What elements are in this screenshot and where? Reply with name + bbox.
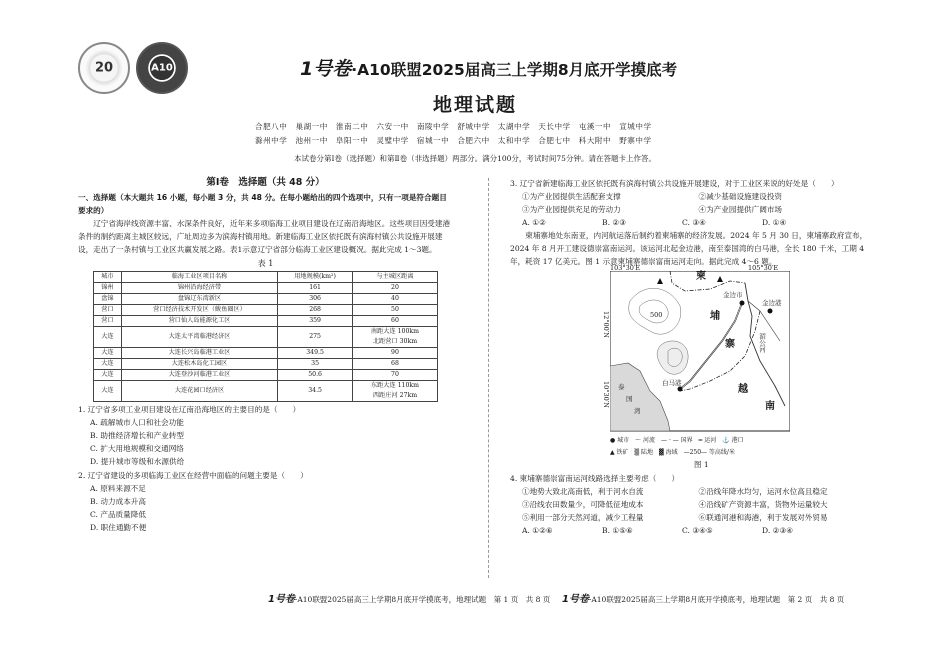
gulf-label-3: 湾 (634, 407, 641, 415)
table-cell: 359 (278, 316, 353, 327)
section-title: 第Ⅰ卷 选择题（共 48 分） (206, 177, 325, 188)
table-cell: 营口经济技术开发区（鲅鱼圈区） (121, 305, 277, 316)
question-3-choices (510, 216, 875, 229)
footer-left (268, 590, 550, 605)
question-3 (510, 177, 875, 229)
table-cell: 盘锦辽东湾新区 (121, 294, 277, 305)
table-cell: 大连 (94, 370, 122, 381)
footer-brand: 1号卷 (268, 594, 295, 605)
table-cell: 东距大连 110km 西距庄河 27km (352, 381, 437, 402)
table-cell: 35 (278, 359, 353, 370)
option-d[interactable]: D. ②③④ (762, 526, 794, 535)
table-header-cell: 临海工业区项目名称 (121, 272, 277, 283)
question-4 (510, 472, 875, 537)
table-cell: 营口仙人岛能源化工区 (121, 316, 277, 327)
exam-note: 本试卷分第Ⅰ卷（选择题）和第Ⅱ卷（非选择题）两部分。满分100分，考试时间75分钟。请在答题卡上作答。 (294, 154, 656, 163)
table-cell: 大连 (94, 359, 122, 370)
table-cell: 275 (278, 327, 353, 348)
option-c[interactable]: C. 扩大用地规模和交通网络 (90, 444, 184, 453)
gulf-label-1: 泰 (618, 383, 625, 391)
statement-item: ①为产业园提供生活配套支撑 (522, 192, 621, 201)
seal-right-text: A10 (151, 62, 173, 74)
map-lon-left: 103°30′E (610, 264, 641, 272)
table-cell: 盘锦 (94, 294, 122, 305)
table-cell: 50.6 (278, 370, 353, 381)
table-cell: 锦州 (94, 283, 122, 294)
left-column (78, 176, 453, 534)
table-cell: 50 (352, 305, 437, 316)
map-lat-bottom: 10°30′N (602, 381, 610, 408)
statement-item: ⑥联通河港和海港，利于发展对外贸易 (698, 513, 828, 522)
table-row (94, 381, 438, 402)
table-cell: 大连长兴岛临港工业区 (121, 348, 277, 359)
option-b[interactable]: B. 助推经济增长和产业转型 (90, 431, 184, 440)
table-cell: 南距大连 100km 北距营口 30km (352, 327, 437, 348)
school-seal-left (78, 42, 130, 94)
table-row (94, 327, 438, 348)
table-row (94, 359, 438, 370)
table-cell: 34.5 (278, 381, 353, 402)
country-label-cambodia-1: 柬 (696, 271, 706, 282)
table-cell: 161 (278, 283, 353, 294)
table-row (94, 370, 438, 381)
option-b[interactable]: B. ②③ (602, 218, 627, 227)
school-seal-right (136, 42, 188, 94)
question-4-items (510, 485, 875, 524)
gulf-label-2: 国 (626, 395, 633, 403)
table-row (94, 316, 438, 327)
option-b[interactable]: B. ①⑤⑥ (602, 526, 633, 535)
table-cell: 40 (352, 294, 437, 305)
map-legend-row1: ● 城市 ～ 河流 — · — 国界 ═ 运河 ⚓ 港口 (610, 437, 744, 444)
river-label: 湄公河 (758, 333, 766, 353)
figure-caption: 图 1 (694, 460, 709, 469)
table-cell: 营口 (94, 305, 122, 316)
table-cell: 大连 (94, 327, 122, 348)
question-4-choices (510, 524, 875, 537)
statement-item: ④沿线矿产资源丰富，货物外运量较大 (698, 500, 828, 509)
table-row (94, 294, 438, 305)
statement-item: ③为产业园提供充足的劳动力 (522, 205, 621, 214)
footer-brand: 1号卷 (562, 594, 589, 605)
table-cell: 大连 (94, 381, 122, 402)
section-instruction: 一、选择题（本大题共 16 小题，每小题 3 分，共 48 分。在每小题给出的四个选项中，只有一项是符合题目要求的） (78, 193, 447, 215)
option-a[interactable]: A. 原料来源不足 (90, 484, 146, 493)
table-cell: 锦州沿海经济带 (121, 283, 277, 294)
map-drawing (610, 271, 790, 446)
footer-text: ·A10联盟2025届高三上学期8月底开学摸底考，地理试题 第 2 页 共 8 页 (588, 595, 845, 604)
map-lon-right: 105°30′E (748, 264, 779, 272)
school-list-row2: 滁州中学 池州一中 阜阳一中 灵璧中学 宿城一中 合肥六中 太和中学 合肥七中 科大附中 野寨中学 (255, 136, 652, 145)
right-column (510, 176, 875, 537)
industrial-zone-table (93, 271, 438, 402)
subject-title: 地理试题 (432, 94, 517, 116)
table-cell: 大连松木岛化工园区 (121, 359, 277, 370)
table-cell: 大连 (94, 348, 122, 359)
country-label-cambodia-3: 寨 (725, 339, 735, 350)
school-list-row1: 合肥八中 巢湖一中 淮南二中 六安一中 南陵中学 舒城中学 太湖中学 天长中学 屯溪一中 宣城中学 (255, 122, 652, 131)
city-label-phnom-penh: 金边市 (723, 291, 743, 299)
title-brand: 1号卷 (300, 58, 352, 80)
table-cell: 大连太平湾临港经济区 (121, 327, 277, 348)
table-body (94, 283, 438, 402)
statement-item: ④为产业园提供广阔市场 (698, 205, 783, 214)
question-3-items (510, 190, 875, 216)
option-d[interactable]: D. 提升城市等级和水源供给 (90, 457, 185, 466)
table-cell: 70 (352, 370, 437, 381)
title-text: ·A10联盟2025届高三上学期8月底开学摸底考 (351, 61, 678, 79)
option-d[interactable]: D. ①④ (762, 218, 787, 227)
option-c[interactable]: C. ③④⑤ (682, 526, 713, 535)
option-a[interactable]: A. 疏解城市人口和社会功能 (90, 418, 184, 427)
option-c[interactable]: C. ③④ (682, 218, 706, 227)
header-logos (78, 42, 188, 94)
port-label-kampot: 白马港 (662, 379, 682, 387)
port-label-phnom-penh: 金边港 (762, 299, 782, 307)
country-label-vietnam-1: 越 (738, 384, 748, 395)
seal-left-text: 20 (94, 60, 114, 76)
option-a[interactable]: A. ①②⑥ (522, 526, 553, 535)
map-lat-top: 12°00′N (602, 311, 610, 338)
footer-right (562, 590, 844, 605)
table-cell: 大连登沙河临港工业区 (121, 370, 277, 381)
option-a[interactable]: A. ①② (522, 218, 546, 227)
table-header-row (94, 272, 438, 283)
table-caption: 表 1 (257, 259, 274, 268)
table-cell: 20 (352, 283, 437, 294)
table-header-cell: 城市 (94, 272, 122, 283)
table-cell: 306 (278, 294, 353, 305)
question-stem: 2. 辽宁省建设的多项临海工业区在经营中面临的问题主要是（ ） (78, 471, 308, 480)
question-stem: 1. 辽宁省多项工业项目建设在辽南沿海地区的主要目的是（ ） (78, 405, 301, 414)
contour-label: 500 (650, 311, 663, 319)
table-header-cell: 与主城区距离 (352, 272, 437, 283)
table-row (94, 348, 438, 359)
country-label-cambodia-2: 埔 (710, 311, 720, 322)
statement-item: ③沿线农田数量少，可降低征地成本 (522, 500, 644, 509)
statement-item: ①地势大致北高南低，利于河水自流 (522, 487, 644, 496)
table-header-cell: 用地规模(km²) (278, 272, 353, 283)
passage-1: 辽宁省海岸线资源丰富、水深条件良好，近年来多项临海工业项目建设在辽南沿海地区。这些项目因受建港条件的制约距离主城区较远，广址周边多为滨海村镇用地。新建临海工业区依托既有滨海村镇公共设施开展建设，走出了一条村镇与工业区共赢发展之路。表1示意辽宁省部分临海工业区建设概况。据此完成 1～3题。 (78, 219, 451, 254)
option-b[interactable]: B. 动力成本升高 (90, 497, 146, 506)
question-stem: 3. 辽宁省新建临海工业区依托既有滨海村镇公共设施开展建设，对于工业区来说的好处是（ ） (510, 179, 839, 188)
table-cell: 60 (352, 316, 437, 327)
question-2 (78, 469, 453, 534)
canal-map (602, 264, 790, 469)
column-divider (488, 178, 489, 578)
option-c[interactable]: C. 产品质量降低 (90, 510, 146, 519)
table-cell: 90 (352, 348, 437, 359)
table-cell: 大连花园口经济区 (121, 381, 277, 402)
statement-item: ②减少基础设施建设投资 (698, 192, 783, 201)
table-cell: 349.5 (278, 348, 353, 359)
table-cell: 营口 (94, 316, 122, 327)
map-legend-row2: ▲ 铁矿 ▒ 陆地 ▓ 海域 —250— 等高线/米 (610, 449, 735, 456)
passage-2: 柬埔寨地处东南亚，内河航运落后制约着柬埔寨的经济发展。2024 年 5 月 30 日，柬埔寨政府宣布，2024 年 8 月开工建设德崇富南运河。该运河北起金边港，南至泰国湾的白马港，全长 180 千米，工期 4 年，耗资 17 亿美元。图 1 示意柬埔寨德崇富南运河走向。据此完成 4～6 题。 (510, 231, 868, 266)
table-row (94, 305, 438, 316)
option-d[interactable]: D. 职住通勤不便 (90, 523, 147, 532)
country-label-vietnam-2: 南 (765, 401, 775, 412)
table-cell: 268 (278, 305, 353, 316)
statement-item: ⑤利用一部分天然河道，减少工程量 (522, 513, 644, 522)
question-1 (78, 403, 453, 468)
footer-text: ·A10联盟2025届高三上学期8月底开学摸底考，地理试题 第 1 页 共 8 页 (294, 595, 551, 604)
table-cell: 68 (352, 359, 437, 370)
table-row (94, 283, 438, 294)
question-stem: 4. 柬埔寨德崇富南运河线路选择主要考虑（ ） (510, 474, 680, 483)
exam-title (300, 54, 720, 81)
statement-item: ②沿线年降水均匀，运河水位高且稳定 (698, 487, 828, 496)
